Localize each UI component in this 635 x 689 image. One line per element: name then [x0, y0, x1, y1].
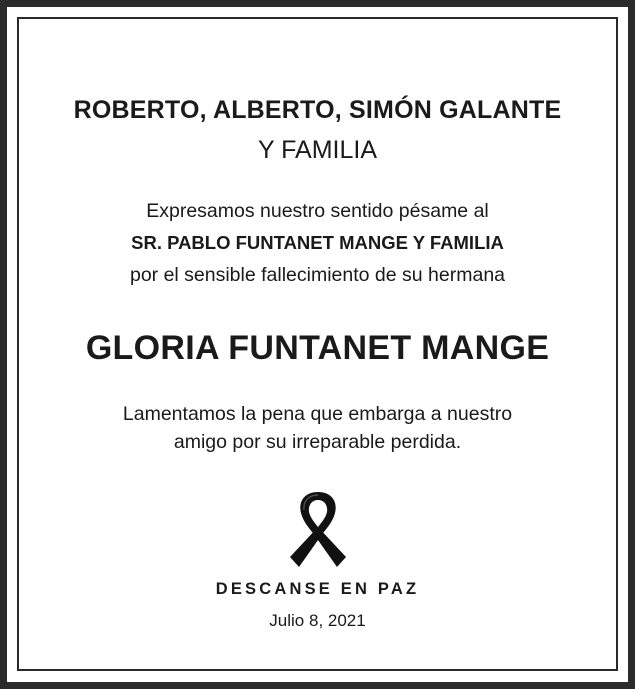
lament-text-line-2: amigo por su irreparable perdida.	[173, 431, 462, 453]
condolence-reason: por el sensible fallecimiento de su hermana	[129, 264, 506, 286]
mourning-ribbon-icon	[287, 489, 349, 571]
condolence-text: Expresamos nuestro sentido pésame al	[146, 200, 489, 222]
notice-date: Julio 8, 2021	[269, 611, 366, 630]
senders-family: Y FAMILIA	[257, 136, 378, 164]
deceased-name: GLORIA FUNTANET MANGE	[85, 329, 550, 367]
rest-in-peace: DESCANSE EN PAZ	[215, 580, 420, 598]
senders-names: ROBERTO, ALBERTO, SIMÓN GALANTE	[73, 96, 562, 124]
lament-text-line-1: Lamentamos la pena que embarga a nuestro	[122, 403, 513, 425]
condolence-recipient: SR. PABLO FUNTANET MANGE Y FAMILIA	[131, 232, 504, 253]
